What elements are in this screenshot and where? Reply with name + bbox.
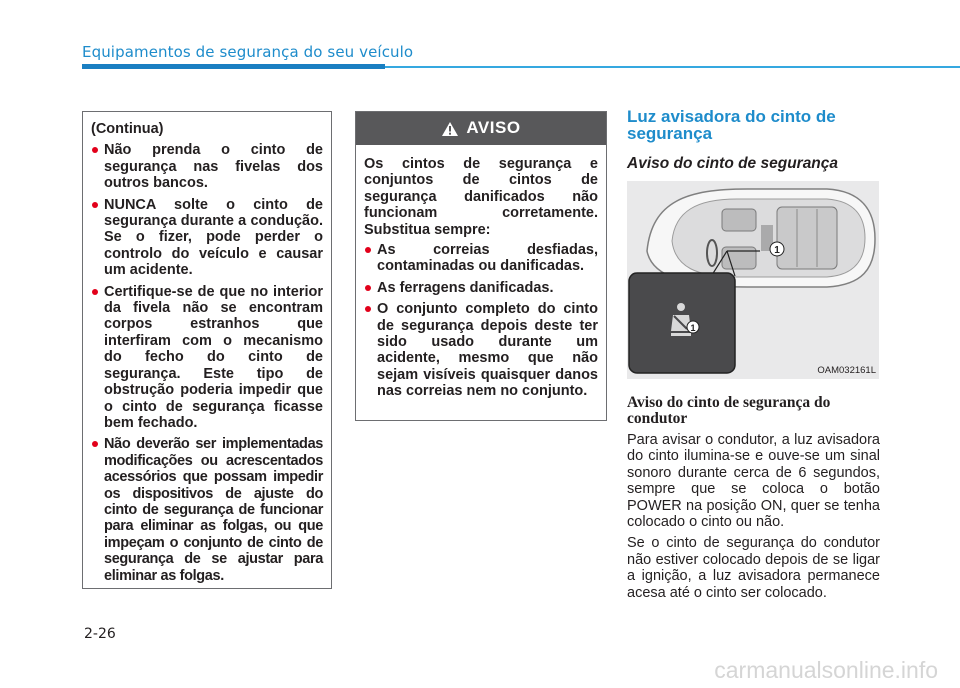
car-interior-figure [627, 181, 879, 379]
aviso-heading: AVISO [466, 118, 521, 138]
list-item: As ferragens danificadas. [364, 280, 598, 296]
driver-warning-title: Aviso do cinto de segurança do condutor [627, 394, 831, 427]
seatbelt-section [627, 108, 880, 601]
list-item: Não prenda o cinto de segurança nas fivelas dos outros bancos. [91, 142, 323, 191]
aviso-header [356, 112, 606, 145]
aviso-intro: Os cintos de segurança e conjuntos de cintos de segurança danificados não funcionam corretamente. Substitua sempre: [364, 156, 598, 238]
header-rule-dark [82, 64, 385, 69]
header-rule-light [385, 66, 960, 68]
paragraph: Para avisar o condutor, a luz avisadora do cinto ilumina-se e ouve-se um sinal sonoro durante cerca de 6 segundos, sempre que se coloca o botão POWER na posição ON, quer se tenha colocado o cinto ou não. [627, 432, 880, 531]
warning-triangle-icon [441, 121, 459, 137]
warning-list [91, 142, 323, 584]
car-interior-illustration [627, 181, 879, 379]
paragraph: Se o cinto de segurança do condutor não estiver colocado depois de se ligar a ignição, a luz avisadora permanece acesa até o cinto ser colocado. [627, 535, 880, 601]
svg-text:1: 1 [690, 323, 696, 333]
list-item: Certifique-se de que no interior da fivela não se encontram corpos estranhos que interfiram com o mecanismo do fecho do cinto de segurança. Este tipo de obstrução poderia impedir que o cinto de segurança ficasse bem fechado. [91, 284, 323, 432]
list-item: As correias desfiadas, contaminadas ou danificadas. [364, 242, 598, 275]
watermark: carmanualsonline.info [714, 657, 938, 683]
aviso-list [364, 242, 598, 400]
figure-caption: OAM032161L [817, 365, 876, 376]
page-number: 2-26 [84, 626, 116, 642]
list-item: O conjunto completo do cinto de segurança depois deste ter sido usado durante um acidente, mesmo que não sejam visíveis quaisquer danos nas correias nem no conjunto. [364, 301, 598, 399]
page-header-title: Equipamentos de segurança do seu veículo [82, 43, 414, 61]
list-item: Não deverão ser implementadas modificações ou acrescentados acessórios que possam impedir os dispositivos de ajuste do cinto de segurança de funcionar para eliminar as folgas, ou que impeçam o conjunto de cinto de segurança de se ajustar para eliminar as folgas. [91, 436, 323, 584]
list-item: NUNCA solte o cinto de segurança durante a condução. Se o fizer, pode perder o controlo do veículo e causar um acidente. [91, 197, 323, 279]
section-title: Luz avisadora do cinto de segurança [627, 107, 836, 143]
section-subtitle: Aviso do cinto de segurança [627, 155, 839, 172]
continued-label: (Continua) [91, 121, 164, 137]
continued-warning-box [82, 111, 332, 589]
callout-number: 1 [774, 245, 780, 256]
aviso-box [355, 111, 607, 421]
